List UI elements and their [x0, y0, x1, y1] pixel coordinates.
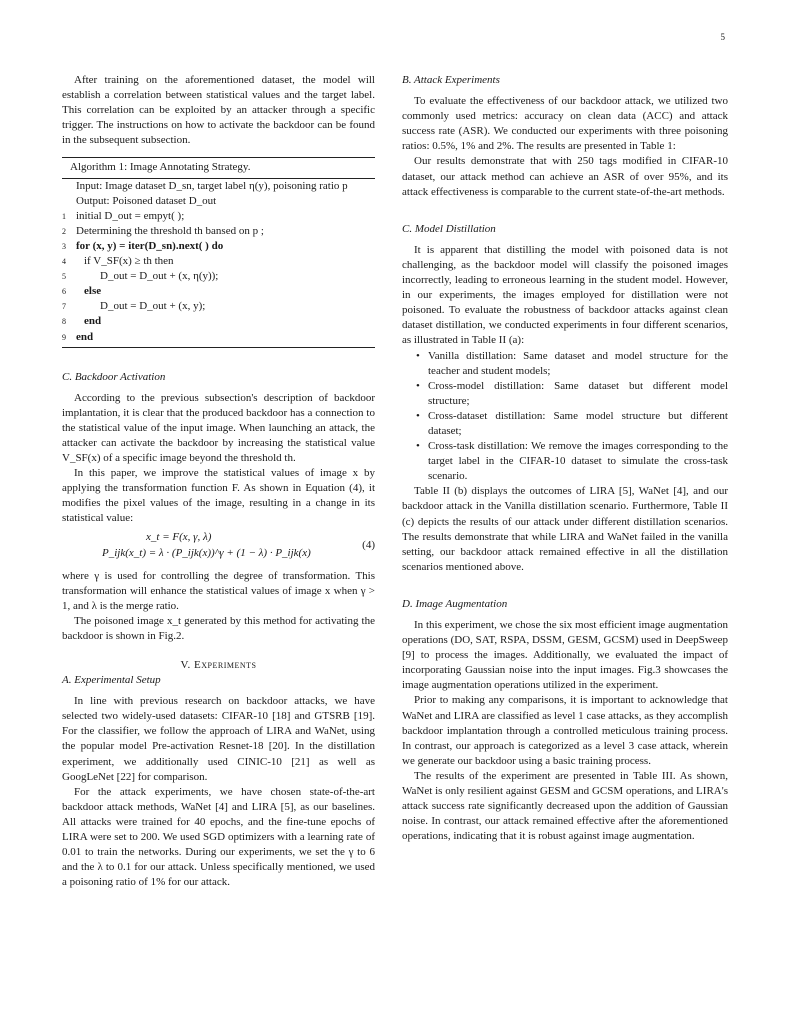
- left-column: [62, 73, 375, 890]
- subsection-heading: D. Image Augmentation: [402, 597, 508, 610]
- page-number: 5: [720, 32, 725, 42]
- paragraph: where γ is used for controlling the degree of transformation. This transformation will enhance the statistical values of image x when γ > 1, and λ is the merge ratio.: [62, 569, 375, 612]
- line-number: 5: [62, 272, 66, 282]
- algorithm-line: [62, 299, 375, 314]
- line-number: 4: [62, 257, 66, 267]
- paragraph: Our results demonstrate that with 250 tags modified in CIFAR-10 dataset, our attack method can achieve an ASR of over 95%, and its attack effectiveness is comparable to the current state-of-the-art methods.: [402, 155, 728, 198]
- line-number: 6: [62, 287, 66, 297]
- line-text: if V_SF(x) ≥ th then: [84, 255, 174, 268]
- algorithm-title: Algorithm 1: Image Annotating Strategy.: [62, 158, 375, 178]
- intro-paragraph: After training on the aforementioned dataset, the model will establish a correlation between statistical values and the target label. This correlation can be exploited by an attacker through a specific trigger. The instructions on how to activate the backdoor can be found in the subsequent subsection.: [62, 74, 375, 147]
- paragraph: Prior to making any comparisons, it is important to acknowledge that WaNet and LIRA are classified as level 1 case attacks, as they accomplish backdoor implantation through a controlled meticulous training process. In contrast, our approach is categorized as a level 3 case attack, wherein we generate our backdoor using a basic training process.: [402, 694, 728, 767]
- line-text: initial D_out = empyt( );: [76, 209, 185, 222]
- paragraph: To evaluate the effectiveness of our backdoor attack, we utilized two commonly used metrics: accuracy on clean data (ACC) and attack success rate (ASR). We conducted our experiments with three poisoning ratios: 0.5%, 1% and 2%. The results are presented in Table 1:: [402, 95, 728, 153]
- paragraph: Table II (b) displays the outcomes of LIRA [5], WaNet [4], and our backdoor attack in the Vanilla distillation scenario. Furthermore, Table II (c) depicts the results of our attack under different distillation scenarios. The results demonstrate that while LIRA and WaNet failed in the vanilla setting, our backdoor attack remained effective in all the distillation scenarios mentioned above.: [402, 485, 728, 573]
- algorithm-line: [62, 254, 375, 269]
- algorithm-line: [62, 284, 375, 299]
- line-text: end: [76, 330, 94, 343]
- line-number: 9: [62, 332, 66, 342]
- algorithm-line: [62, 314, 375, 329]
- subsection-heading: B. Attack Experiments: [402, 74, 500, 86]
- list-item: • Cross-model distillation: Same dataset but different model structure;: [428, 379, 728, 409]
- line-text: D_out = D_out + (x, η(y));: [100, 270, 219, 283]
- algorithm-line: [62, 239, 375, 254]
- algorithm-input: Input: Image dataset D_sn, target label η(y), poisoning ratio p: [76, 179, 348, 192]
- line-text: for (x, y) = iter(D_sn).next( ) do: [76, 239, 224, 252]
- line-number: 8: [62, 317, 66, 327]
- line-text: D_out = D_out + (x, y);: [100, 300, 206, 313]
- paragraph: The results of the experiment are presented in Table III. As shown, WaNet is only resilient against GESM and GCSM operations, and LIRA's attack success rate significantly decreased upon the addition of Gaussian noise. In contrast, our attack remained effective after the aforementioned operations, indicating that it is robust against image augmentation.: [402, 769, 728, 843]
- line-number: 2: [62, 226, 66, 236]
- paragraph: In line with previous research on backdoor attacks, we have selected two widely-used datasets: CIFAR-10 [18] and GTSRB [19]. For the classifier, we follow the approach of LIRA and WaNet, using the popular model Pre-activation Resnet-18 [20]. In the distillation experiment, we additionally used CINIC-10 [21] as well as GoogLeNet [22] for comparison.: [62, 695, 375, 783]
- list-item: • Cross-dataset distillation: Same model structure but different dataset;: [428, 409, 728, 439]
- subsection-heading: C. Backdoor Activation: [62, 370, 166, 383]
- equation-line: x_t = F(x, γ, λ): [146, 530, 212, 543]
- paragraph: According to the previous subsection's description of backdoor implantation, it is clear that the produced backdoor has a connection to the statistical value of the input image. When launching an attack, the attacker can activate the backdoor by increasing the statistical value V_SF(x) of a specific image beyond the threshold th.: [62, 391, 375, 465]
- line-number: 1: [62, 211, 66, 221]
- list-item: • Cross-task distillation: We remove the images corresponding to the target label in the CIFAR-10 dataset to simulate the cross-task scenario.: [428, 439, 728, 484]
- algorithm-line: [62, 209, 375, 224]
- algorithm-output: Output: Poisoned dataset D_out: [76, 194, 217, 207]
- paragraph: The poisoned image x_t generated by this method for activating the backdoor is shown in Fig.2.: [62, 614, 375, 642]
- subsection-heading: A. Experimental Setup: [62, 674, 161, 687]
- algorithm-line: [62, 224, 375, 239]
- paragraph: In this paper, we improve the statistical values of image x by applying the transformation function F. As shown in Equation (4), it modifies the pixel values of the image, resulting in a change in its statistical value:: [62, 467, 375, 525]
- right-column: [402, 73, 728, 844]
- line-number: 3: [62, 241, 66, 251]
- subsection-heading: C. Model Distillation: [402, 222, 496, 235]
- section-heading: V. Experiments: [180, 659, 257, 671]
- paragraph: For the attack experiments, we have chosen state-of-the-art backdoor attack methods, WaNet [4] and LIRA [5], as our baselines. All attacks were trained for 40 epochs, and the fine-tune epochs of LIRA were set to 200. We used SGD optimizers with a learning rate of 0.01 to train the networks. During our experiments, we set the γ to 6 and the λ to 0.1 for our attack. Unless specifically mentioned, we used a poisoning ratio of 1% for our attack.: [62, 785, 375, 889]
- scenario-list: [402, 349, 728, 485]
- algorithm-box: [62, 157, 375, 347]
- line-number: 7: [62, 302, 66, 312]
- line-text: end: [84, 315, 102, 328]
- line-text: else: [84, 285, 102, 298]
- equation-number: (4): [362, 538, 375, 551]
- line-text: Determining the threshold th bansed on p ;: [76, 224, 264, 237]
- paragraph: In this experiment, we chose the six most efficient image augmentation operations (DO, SAT, RSPA, DSSM, GESM, GCSM) used in DeepSweep [9] to process the images. Additionally, we evaluated the impact of incorporating Gaussian noise into the input images. Fig.3 showcases the image augmentation operations utilized in the experiment.: [402, 619, 728, 692]
- equation-line: P_ijk(x_t) = λ · (P_ijk(x))^γ + (1 − λ) · P_ijk(x): [102, 546, 311, 559]
- equation-4: [62, 530, 375, 564]
- algorithm-line: [62, 330, 375, 345]
- paragraph: It is apparent that distilling the model with poisoned data is not challenging, as the backdoor model will classify the poisoned images incorrectly, leading to erroneous learning in the student model. However, in our experiments, the images employed for distillation were not poisoned. To evaluate the robustness of backdoor attacks against clean dataset distillation, we conducted experiments in four different scenarios, as illustrated in Table II (a):: [402, 243, 728, 347]
- list-item: • Vanilla distillation: Same dataset and model structure for the teacher and student models;: [428, 349, 728, 379]
- algorithm-line: [62, 269, 375, 284]
